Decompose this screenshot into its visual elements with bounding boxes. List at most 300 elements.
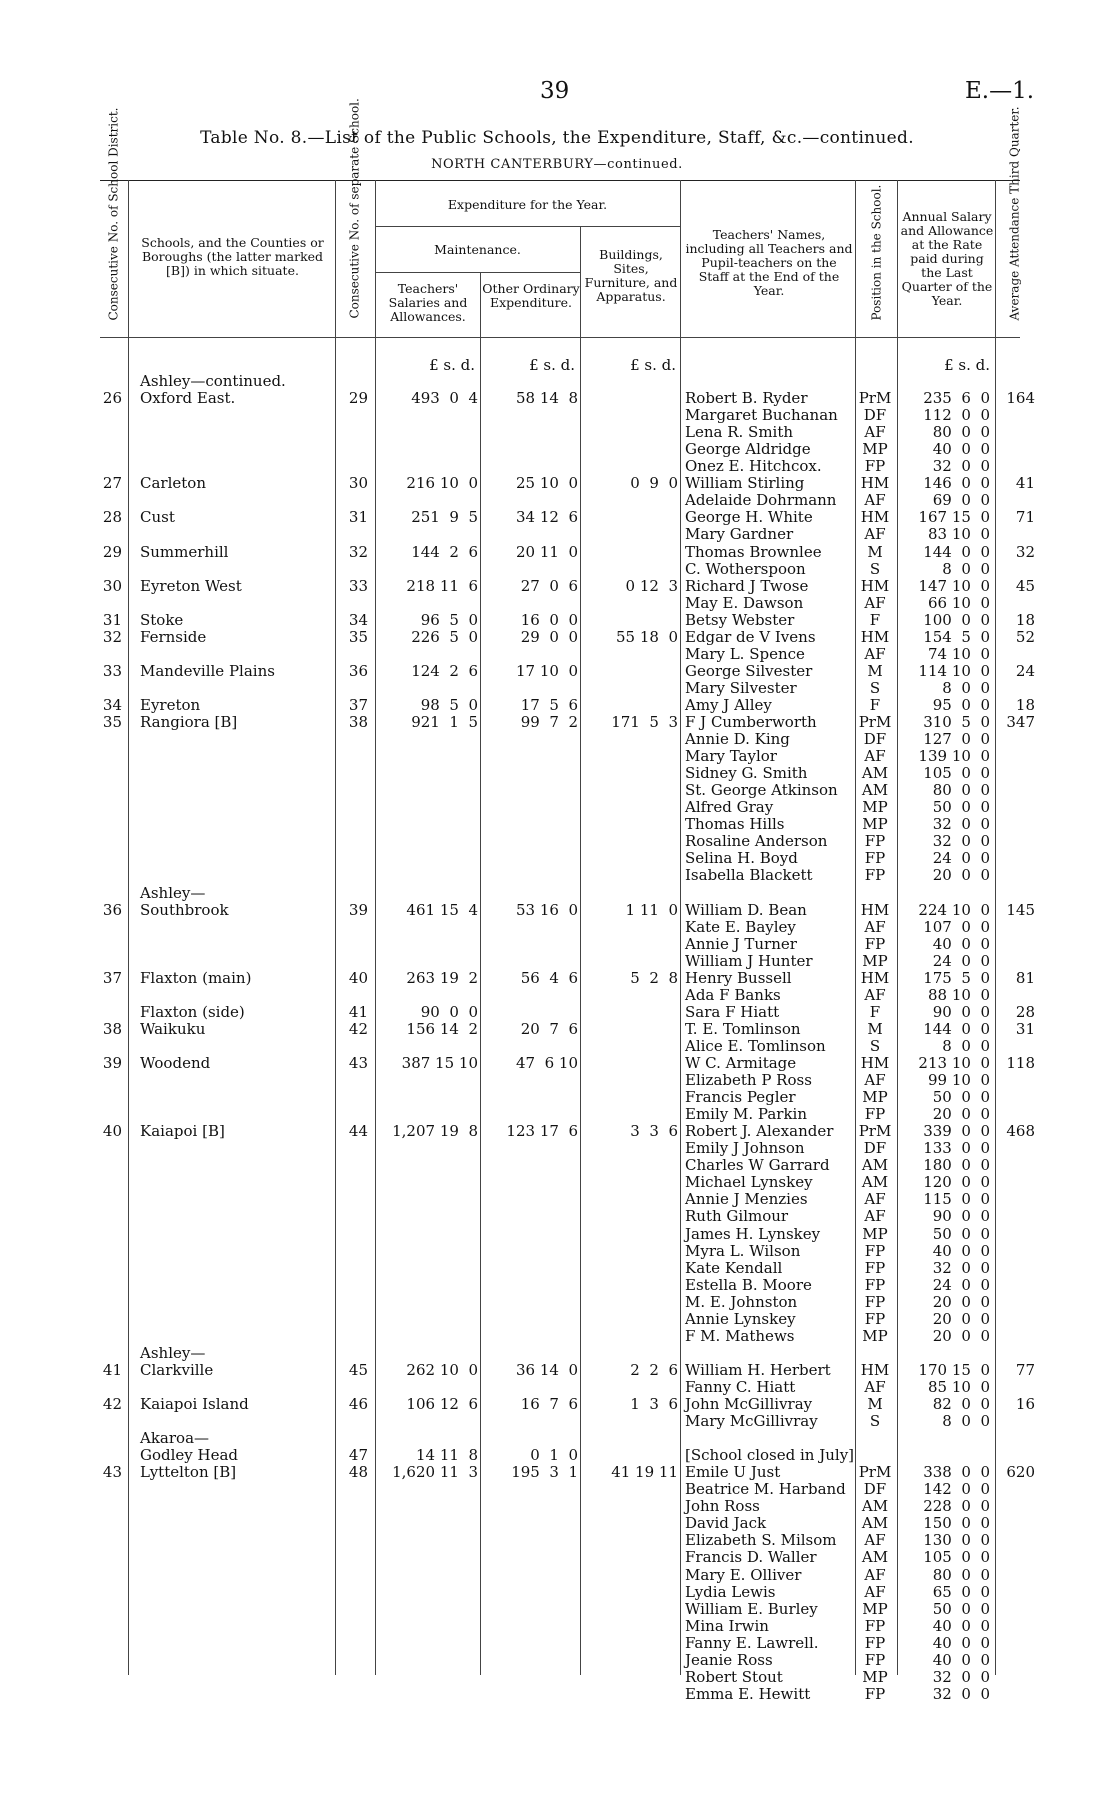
teacher-name: Selina H. Boyd [685, 849, 798, 868]
buildings: 2 2 6 [630, 1360, 678, 1379]
position: AF [864, 644, 886, 663]
teachers-salaries: 106 12 6 [406, 1395, 478, 1413]
salary: 50 0 0 [932, 1224, 990, 1243]
table-row [0, 799, 1114, 816]
teacher-name: Thomas Hills [685, 815, 785, 834]
teacher-name: Elizabeth S. Milsom [685, 1531, 837, 1550]
table-row [0, 1243, 1114, 1260]
salary: 150 0 0 [923, 1514, 990, 1533]
district-number: 37 [102, 968, 122, 987]
salary: 32 0 0 [932, 1684, 990, 1703]
teacher-name: James H. Lynskey [685, 1224, 821, 1243]
position: AM [861, 1173, 889, 1192]
teacher-name: Margaret Buchanan [685, 406, 838, 425]
position: F [869, 1002, 881, 1021]
salary: 50 0 0 [932, 1088, 990, 1107]
district-number: 36 [102, 900, 122, 919]
table-row [0, 1396, 1114, 1413]
school-number: 37 [348, 695, 368, 714]
attendance: 31 [1015, 1019, 1035, 1038]
school-number: 48 [348, 1463, 368, 1482]
teacher-name: Annie J Menzies [685, 1190, 808, 1209]
teacher-name: Alfred Gray [685, 798, 774, 817]
units-salaries: £ s. d. [429, 356, 475, 374]
document-code: E.—1. [965, 78, 1035, 104]
other-expenditure: 99 7 2 [520, 713, 578, 731]
teacher-name: Elizabeth P Ross [685, 1071, 812, 1090]
teacher-name: John Ross [685, 1497, 760, 1516]
table-row [0, 1208, 1114, 1225]
teachers-salaries: 124 2 6 [411, 661, 478, 680]
position: FP [864, 866, 886, 885]
district-number: 43 [102, 1463, 122, 1482]
table-row [0, 1294, 1114, 1311]
school-name: Ashley—continued. [140, 372, 286, 390]
teacher-name: Sidney G. Smith [685, 764, 808, 783]
table-row [0, 1430, 1114, 1447]
salary: 74 10 0 [927, 644, 990, 663]
teacher-name: Emma E. Hewitt [685, 1684, 811, 1703]
position: FP [864, 934, 886, 953]
salary: 20 0 0 [932, 1105, 990, 1124]
teacher-name: Francis D. Waller [685, 1548, 817, 1567]
position: AF [864, 423, 886, 442]
teacher-name: T. E. Tomlinson [685, 1019, 801, 1038]
position: FP [864, 1105, 886, 1124]
position: HM [860, 1054, 890, 1072]
salary: 8 0 0 [942, 559, 990, 578]
school-number: 40 [348, 968, 368, 987]
position: M [867, 542, 883, 561]
teacher-name: Fanny E. Lawrell. [685, 1633, 819, 1652]
position: PrM [858, 1463, 892, 1482]
salary: 8 0 0 [942, 678, 990, 697]
buildings: 171 5 3 [611, 713, 678, 731]
attendance: 347 [1006, 713, 1035, 731]
salary: 88 10 0 [927, 985, 990, 1004]
table-row [0, 526, 1114, 543]
units-buildings: £ s. d. [630, 356, 676, 374]
district-number: 34 [102, 695, 122, 714]
school-number: 44 [348, 1122, 368, 1141]
table-row [0, 1072, 1114, 1089]
position: AM [861, 1548, 889, 1567]
table-row [0, 1038, 1114, 1055]
position: FP [864, 1258, 886, 1277]
teacher-name: Emile U Just [685, 1463, 781, 1482]
position: HM [860, 508, 890, 527]
salary: 105 0 0 [923, 764, 990, 783]
teacher-name: John McGillivray [685, 1395, 813, 1413]
attendance: 32 [1015, 542, 1035, 561]
school-number: 39 [348, 900, 368, 919]
other-expenditure: 16 0 0 [520, 610, 578, 629]
buildings: 0 9 0 [630, 474, 678, 493]
units-salary: £ s. d. [944, 356, 990, 374]
salary: 20 0 0 [932, 1326, 990, 1345]
position: HM [860, 576, 890, 595]
teacher-name: Alice E. Tomlinson [685, 1036, 826, 1055]
salary: 80 0 0 [932, 1565, 990, 1584]
position: S [869, 1036, 881, 1055]
position: M [867, 1019, 883, 1038]
position: AF [864, 1565, 886, 1584]
teacher-name: Rosaline Anderson [685, 832, 828, 851]
buildings: 1 11 0 [625, 900, 678, 919]
position: MP [862, 798, 888, 817]
position: MP [862, 1326, 888, 1345]
position: PrM [858, 1122, 892, 1141]
other-expenditure: 25 10 0 [515, 474, 578, 493]
position: AF [864, 525, 886, 544]
school-name: Waikuku [140, 1019, 206, 1038]
school-number: 47 [348, 1446, 368, 1465]
attendance: 45 [1015, 576, 1035, 595]
position: HM [860, 474, 890, 493]
salary: 147 10 0 [918, 576, 990, 595]
position: MP [862, 440, 888, 459]
teachers-salaries: 14 11 8 [415, 1446, 478, 1465]
teacher-name: Mary E. Olliver [685, 1565, 802, 1584]
salary: 112 0 0 [923, 406, 990, 425]
school-number: 45 [348, 1360, 368, 1379]
table-row [0, 1021, 1114, 1038]
position: S [869, 678, 881, 697]
salary: 50 0 0 [932, 798, 990, 817]
table-row [0, 867, 1114, 884]
col-teachers-salaries: Teachers' Salaries and Allowances. [388, 281, 468, 324]
salary: 133 0 0 [923, 1139, 990, 1158]
position: HM [860, 968, 890, 987]
attendance: 77 [1015, 1360, 1035, 1379]
other-expenditure: 34 12 6 [515, 508, 578, 527]
col-expenditure: Expenditure for the Year. [447, 197, 608, 212]
teacher-name: Kate Kendall [685, 1258, 783, 1277]
table-row [0, 1157, 1114, 1174]
position: MP [862, 1599, 888, 1618]
salary: 228 0 0 [923, 1497, 990, 1516]
teacher-name: David Jack [685, 1514, 767, 1533]
teacher-name: Annie J Turner [685, 934, 797, 953]
header-rule [375, 226, 680, 227]
teacher-name: C. Wotherspoon [685, 559, 806, 578]
table-row [0, 970, 1114, 987]
salary: 8 0 0 [942, 1036, 990, 1055]
position: AF [864, 1377, 886, 1396]
top-rule [100, 180, 1020, 181]
table-row [0, 1089, 1114, 1106]
position: HM [860, 900, 890, 919]
table-title: Table No. 8.—List of the Public Schools, the Expenditure, Staff, &c.—continued. [200, 128, 914, 148]
table-row [0, 1277, 1114, 1294]
salary: 338 0 0 [923, 1463, 990, 1482]
district-number: 27 [102, 474, 122, 493]
table-row [0, 1464, 1114, 1481]
table-row [0, 919, 1114, 936]
col-attendance: Average Attendance Third Quarter. [1007, 106, 1022, 321]
salary: 32 0 0 [932, 815, 990, 834]
school-name: Ashley— [140, 1343, 206, 1362]
salary: 65 0 0 [932, 1582, 990, 1601]
buildings: 3 3 6 [630, 1122, 678, 1141]
school-number: 46 [348, 1395, 368, 1413]
salary: 213 10 0 [918, 1054, 990, 1072]
school-name: Mandeville Plains [140, 661, 275, 680]
table-row [0, 680, 1114, 697]
col-buildings: Buildings, Sites, Furniture, and Apparatus. [584, 247, 678, 304]
other-expenditure: 17 10 0 [515, 661, 578, 680]
salary: 170 15 0 [918, 1360, 990, 1379]
table-row [0, 1532, 1114, 1549]
position: AF [864, 491, 886, 510]
position: PrM [858, 389, 892, 408]
table-row [0, 697, 1114, 714]
table-row [0, 1226, 1114, 1243]
position: AF [864, 1531, 886, 1550]
teachers-salaries: 921 1 5 [411, 713, 478, 731]
position: MP [862, 1667, 888, 1686]
salary: 32 0 0 [932, 1258, 990, 1277]
position: MP [862, 1088, 888, 1107]
district-number: 41 [102, 1360, 122, 1379]
salary: 20 0 0 [932, 866, 990, 885]
table-row [0, 1123, 1114, 1140]
teacher-name: Mary McGillivray [685, 1412, 818, 1431]
table-row [0, 987, 1114, 1004]
table-row [0, 475, 1114, 492]
table-row [0, 1260, 1114, 1277]
salary: 50 0 0 [932, 1599, 990, 1618]
teacher-name: Mary Gardner [685, 525, 794, 544]
position: AF [864, 593, 886, 612]
teachers-salaries: 493 0 4 [411, 389, 478, 408]
teacher-name: M. E. Johnston [685, 1292, 798, 1311]
table-row [0, 1584, 1114, 1601]
district-number: 30 [102, 576, 122, 595]
school-number: 32 [348, 542, 368, 561]
school-number: 43 [348, 1054, 368, 1072]
table-row [0, 612, 1114, 629]
school-number: 30 [348, 474, 368, 493]
table-row [0, 595, 1114, 612]
district-number: 35 [102, 713, 122, 731]
teacher-name: Michael Lynskey [685, 1173, 813, 1192]
table-row [0, 544, 1114, 561]
position: HM [860, 1360, 890, 1379]
other-expenditure: 29 0 0 [520, 627, 578, 646]
teacher-name: Richard J Twose [685, 576, 809, 595]
table-row [0, 1328, 1114, 1345]
teacher-name: Adelaide Dohrmann [685, 491, 837, 510]
buildings: 55 18 0 [615, 627, 678, 646]
attendance: 18 [1015, 695, 1035, 714]
table-row [0, 850, 1114, 867]
teachers-salaries: 1,620 11 3 [392, 1463, 478, 1482]
header-rule [375, 272, 580, 273]
district-number: 31 [102, 610, 122, 629]
position: AM [861, 1156, 889, 1175]
position: M [867, 661, 883, 680]
teachers-salaries: 216 10 0 [406, 474, 478, 493]
position: AF [864, 917, 886, 936]
table-row [0, 1515, 1114, 1532]
teacher-name: Myra L. Wilson [685, 1241, 801, 1260]
table-row [0, 1362, 1114, 1379]
teacher-name: F J Cumberworth [685, 713, 817, 731]
teachers-salaries: 461 15 4 [406, 900, 478, 919]
table-row [0, 578, 1114, 595]
school-name: Akaroa— [140, 1429, 210, 1448]
attendance: 52 [1015, 627, 1035, 646]
position: AF [864, 1071, 886, 1090]
other-expenditure: 195 3 1 [511, 1463, 578, 1482]
salary: 40 0 0 [932, 1633, 990, 1652]
col-consecutive-school: Consecutive No. of separate School. [347, 98, 362, 319]
school-number: 38 [348, 713, 368, 731]
table-row [0, 663, 1114, 680]
position: FP [864, 832, 886, 851]
school-name: Ashley— [140, 883, 206, 902]
teacher-name: Edgar de V Ivens [685, 627, 816, 646]
teacher-name: Robert Stout [685, 1667, 783, 1686]
position: HM [860, 627, 890, 646]
teacher-name: May E. Dawson [685, 593, 804, 612]
salary: 40 0 0 [932, 440, 990, 459]
salary: 95 0 0 [932, 695, 990, 714]
table-row [0, 1191, 1114, 1208]
teacher-name: Charles W Garrard [685, 1156, 830, 1175]
teacher-name: Ruth Gilmour [685, 1207, 789, 1226]
teacher-name: Robert J. Alexander [685, 1122, 834, 1141]
teacher-name: Isabella Blackett [685, 866, 813, 885]
table-row [0, 1481, 1114, 1498]
attendance: 164 [1006, 389, 1035, 408]
teacher-name: Mary L. Spence [685, 644, 805, 663]
position: FP [864, 1275, 886, 1294]
salary: 20 0 0 [932, 1309, 990, 1328]
table-row [0, 1055, 1114, 1072]
salary: 180 0 0 [923, 1156, 990, 1175]
teachers-salaries: 98 5 0 [420, 695, 478, 714]
position: AF [864, 747, 886, 766]
school-number: 33 [348, 576, 368, 595]
teacher-name: Betsy Webster [685, 610, 795, 629]
salary: 127 0 0 [923, 730, 990, 749]
district-number: 28 [102, 508, 122, 527]
school-name: Flaxton (main) [140, 968, 252, 987]
teacher-name: Emily M. Parkin [685, 1105, 807, 1124]
salary: 154 5 0 [923, 627, 990, 646]
salary: 130 0 0 [923, 1531, 990, 1550]
district-number: 32 [102, 627, 122, 646]
attendance: 41 [1015, 474, 1035, 493]
teacher-name: Robert B. Ryder [685, 389, 808, 408]
position: M [867, 1395, 883, 1413]
teacher-name: Lydia Lewis [685, 1582, 776, 1601]
position: FP [864, 1241, 886, 1260]
position: MP [862, 815, 888, 834]
teacher-name: St. George Atkinson [685, 781, 838, 800]
position: FP [864, 1684, 886, 1703]
table-row [0, 1004, 1114, 1021]
other-expenditure: 123 17 6 [506, 1122, 578, 1141]
school-name: Cust [140, 508, 175, 527]
salary: 66 10 0 [927, 593, 990, 612]
table-row [0, 714, 1114, 731]
attendance: 81 [1015, 968, 1035, 987]
teacher-name: Henry Bussell [685, 968, 792, 987]
position: DF [863, 1139, 887, 1158]
table-row [0, 1413, 1114, 1430]
buildings: 5 2 8 [630, 968, 678, 987]
school-number: 29 [348, 389, 368, 408]
teachers-salaries: 387 15 10 [401, 1054, 478, 1072]
table-row [0, 390, 1114, 407]
teacher-name: Sara F Hiatt [685, 1002, 780, 1021]
position: MP [862, 1224, 888, 1243]
table-row [0, 1635, 1114, 1652]
table-row [0, 1447, 1114, 1464]
other-expenditure: 36 14 0 [515, 1360, 578, 1379]
salary: 310 5 0 [923, 713, 990, 731]
position: FP [864, 1650, 886, 1669]
table-row [0, 1669, 1114, 1686]
teacher-name: George H. White [685, 508, 813, 527]
table-row [0, 646, 1114, 663]
attendance: 16 [1015, 1395, 1035, 1413]
position: AM [861, 1497, 889, 1516]
salary: 339 0 0 [923, 1122, 990, 1141]
table-row [0, 885, 1114, 902]
other-expenditure: 20 11 0 [515, 542, 578, 561]
position: MP [862, 951, 888, 970]
position: DF [863, 730, 887, 749]
school-name: Southbrook [140, 900, 229, 919]
teacher-name: William H. Herbert [685, 1360, 831, 1379]
header-bottom-rule [100, 337, 1020, 338]
teacher-name: Onez E. Hitchcox. [685, 457, 822, 476]
salary: 24 0 0 [932, 1275, 990, 1294]
teachers-salaries: 218 11 6 [406, 576, 478, 595]
col-other-expenditure: Other Ordinary Expenditure. [482, 281, 580, 310]
salary: 146 0 0 [923, 474, 990, 493]
teacher-name: W C. Armitage [685, 1054, 797, 1072]
col-teachers-names: Teachers' Names, including all Teachers and Pupil-teachers on the Staff at the End of the Year. [685, 227, 853, 298]
other-expenditure: 56 4 6 [520, 968, 578, 987]
teacher-name: Ada F Banks [685, 985, 781, 1004]
salary: 114 10 0 [918, 661, 990, 680]
school-number: 36 [348, 661, 368, 680]
position: FP [864, 457, 886, 476]
other-expenditure: 0 1 0 [530, 1446, 578, 1465]
teacher-name: Beatrice M. Harband [685, 1480, 846, 1499]
school-name: Summerhill [140, 542, 229, 561]
table-row [0, 936, 1114, 953]
school-number: 35 [348, 627, 368, 646]
teacher-name: Mary Taylor [685, 747, 777, 766]
table-row [0, 1549, 1114, 1566]
salary: 8 0 0 [942, 1412, 990, 1431]
salary: 40 0 0 [932, 1650, 990, 1669]
table-row [0, 458, 1114, 475]
district-number: 40 [102, 1122, 122, 1141]
salary: 105 0 0 [923, 1548, 990, 1567]
table-row [0, 816, 1114, 833]
teacher-name: Mina Irwin [685, 1616, 769, 1635]
district-number: 33 [102, 661, 122, 680]
other-expenditure: 20 7 6 [520, 1019, 578, 1038]
table-row [0, 407, 1114, 424]
